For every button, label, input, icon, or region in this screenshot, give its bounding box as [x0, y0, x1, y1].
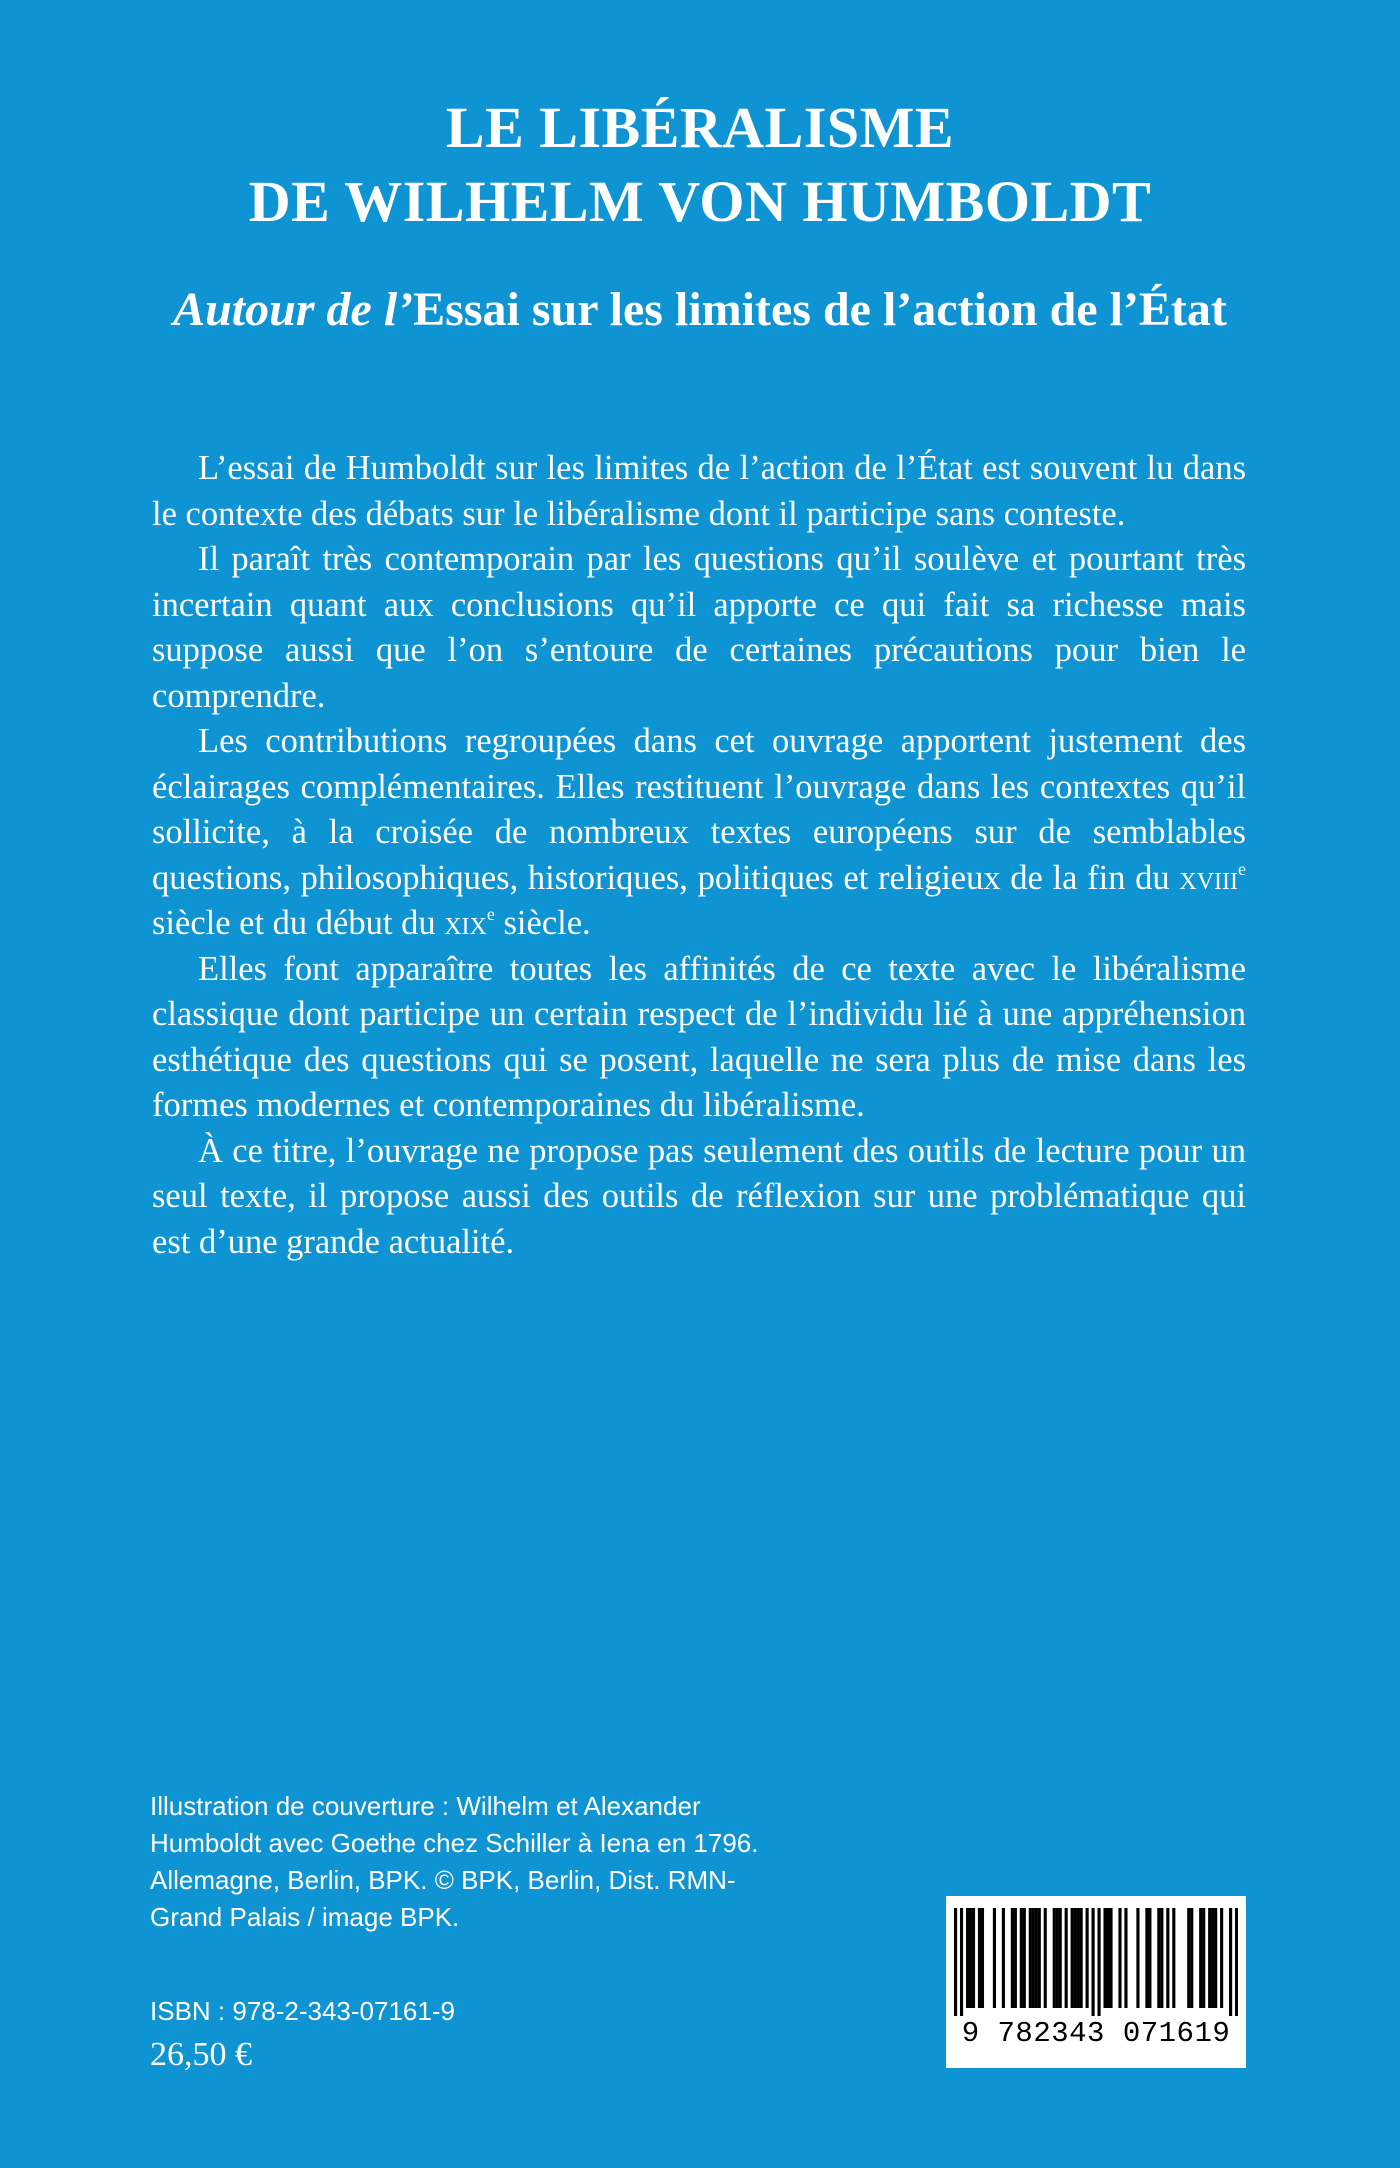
price-label: 26,50 € — [150, 2036, 252, 2073]
barcode-bar — [1118, 1908, 1121, 2008]
ean13-barcode-icon — [954, 1908, 1238, 2016]
century-18-suffix: e — [1238, 858, 1246, 879]
barcode-bar — [1065, 1908, 1068, 2008]
barcode-bar — [1172, 1908, 1175, 2008]
barcode-bar — [1199, 1908, 1202, 2008]
barcode-bar — [1053, 1908, 1056, 2008]
barcode-bar — [966, 1908, 969, 2008]
barcode-bar — [1059, 1908, 1062, 2008]
barcode-bar — [1208, 1908, 1211, 2008]
barcode-bar — [1136, 1908, 1139, 2008]
summary-paragraph-3-part-1: Les contributions regroupées dans cet ouvrage apportent justement des éclairages complémentaires. Elles restituent l’ouvrage dans les contextes qu’il sollicite, à la croisée de nombreux textes européens sur de semblables questions, philosophiques, historiques, politiques et religieux de la fin du — [152, 722, 1246, 897]
barcode-bar — [972, 1908, 975, 2008]
barcode-bar — [1235, 1908, 1238, 2016]
subtitle-roman-part: Essai sur les limites de l’action de l’État — [413, 283, 1227, 336]
barcode-bar — [1109, 1908, 1112, 2008]
summary-paragraph-2: Il paraît très contemporain par les questions qu’il soulève et pourtant très incertain quant aux conclusions qu’il apporte ce qui fait sa richesse mais suppose aussi que l’on s’entoure de certaines précautions pour bien le comprendre. — [152, 540, 1246, 715]
barcode-bar — [960, 1908, 963, 2016]
barcode-bar — [993, 1908, 996, 2008]
barcode-bar — [954, 1908, 957, 2016]
barcode-bar — [1157, 1908, 1160, 2008]
illustration-credit: Illustration de couverture : Wilhelm et Alexander Humboldt avec Goethe chez Schiller à Iena en 1796. Allemagne, Berlin, BPK. © BPK, Berlin, Dist. RMN-Grand Palais / image BPK. — [150, 1791, 759, 1932]
barcode-bar — [1011, 1908, 1014, 2008]
barcode-bar — [1220, 1908, 1223, 2008]
barcode-bar — [1056, 1908, 1059, 2008]
barcode-bar — [1035, 1908, 1038, 2008]
barcode-bar — [1211, 1908, 1214, 2008]
book-title-line-2: DE WILHELM VON HUMBOLDT — [248, 169, 1152, 234]
century-19-numeral: xix — [444, 904, 487, 942]
barcode-bar — [1124, 1908, 1127, 2008]
barcode-bar — [1038, 1908, 1041, 2008]
barcode-bar — [1086, 1908, 1089, 2008]
summary-paragraph-3-part-3: siècle. — [494, 904, 591, 942]
barcode-bar — [1071, 1908, 1074, 2008]
barcode-bar — [1103, 1908, 1106, 2008]
summary-paragraph-4: Elles font apparaître toutes les affinités de ce texte avec le libéralisme classique dont participe un certain respect de l’individu lié à une appréhension esthétique des questions qui se posent, laquelle ne sera plus de mise dans les formes modernes et contemporaines du libéralisme. — [152, 949, 1246, 1124]
subtitle-italic-part: Autour de l’ — [173, 283, 414, 336]
barcode-bar — [1014, 1908, 1017, 2008]
summary-text — [152, 446, 1246, 1265]
barcode-bar — [1187, 1908, 1190, 2008]
barcode-bar — [1074, 1908, 1077, 2008]
barcode-bar — [1160, 1908, 1163, 2008]
barcode-bar — [1032, 1908, 1035, 2008]
barcode-bar — [1020, 1908, 1023, 2008]
summary-paragraph-3-part-2: siècle et du début du — [152, 904, 445, 942]
barcode-bar — [1023, 1908, 1026, 2008]
barcode-bar — [1092, 1908, 1095, 2016]
barcode-digits: 9 782343 071619 — [961, 2017, 1231, 2050]
century-19-suffix: e — [486, 904, 495, 924]
barcode-bar — [1044, 1908, 1047, 2008]
barcode-bar — [969, 1908, 972, 2008]
book-title-line-1: LE LIBÉRALISME — [445, 95, 955, 160]
isbn-label: ISBN : 978-2-343-07161-9 — [150, 1996, 455, 2026]
barcode-bar — [1145, 1908, 1148, 2008]
book-subtitle — [0, 280, 1400, 340]
summary-paragraph-3 — [152, 719, 1246, 947]
barcode-bar — [1148, 1908, 1151, 2008]
century-18-numeral: xviii — [1179, 858, 1238, 897]
barcode-bar — [1214, 1908, 1217, 2008]
barcode-bar — [1029, 1908, 1032, 2008]
barcode-bar — [1166, 1908, 1169, 2008]
barcode-bar — [1097, 1908, 1100, 2016]
summary-paragraph-5: À ce titre, l’ouvrage ne propose pas seulement des outils de lecture pour un seul texte, il propose aussi des outils de réflexion sur une problématique qui est d’une grande actualité. — [152, 1131, 1246, 1261]
barcode-bar — [1002, 1908, 1005, 2008]
barcode-bar — [1106, 1908, 1109, 2008]
barcode-bar — [1229, 1908, 1232, 2016]
barcode — [946, 1896, 1246, 2068]
barcode-bar — [1202, 1908, 1205, 2008]
barcode-bar — [1190, 1908, 1193, 2008]
barcode-bar — [1080, 1908, 1083, 2008]
summary-paragraph-1: L’essai de Humboldt sur les limites de l’action de l’État est souvent lu dans le contexte des débats sur le libéralisme dont il participe sans conteste. — [152, 449, 1246, 533]
barcode-bar — [1077, 1908, 1080, 2008]
barcode-bar — [981, 1908, 984, 2008]
barcode-bar — [978, 1908, 981, 2008]
